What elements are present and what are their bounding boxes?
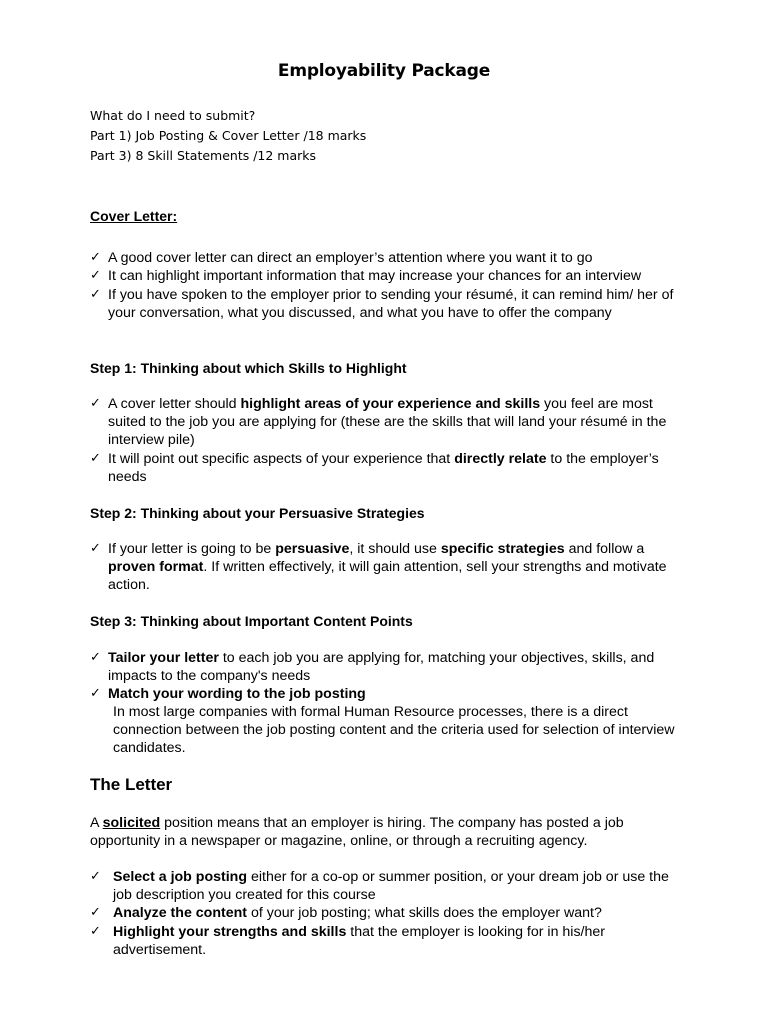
list-item-text: A good cover letter can direct an employer’s attention where you want it to go [108,250,593,266]
checkmark-icon: ✓ [90,924,101,939]
checkmark-icon: ✓ [90,869,101,884]
step3-heading: Step 3: Thinking about Important Content Points [90,613,413,629]
list-item [90,904,690,922]
list-item-text: If you have spoken to the employer prior to sending your résumé, it can remind him/ her of your conversation, what you discussed, and what you have to offer the company [108,287,674,322]
checkmark-icon: ✓ [90,905,101,920]
cover-letter-heading: Cover Letter: [90,208,178,224]
intro-line: What do I need to submit? [90,108,256,123]
list-item [90,286,690,322]
list-item-text: Match your wording to the job posting [108,686,366,702]
list-item-text: Tailor your letter to each job you are applying for, matching your objectives, skills, and impacts to the company's needs [108,650,655,685]
list-item [90,685,690,703]
list-item-text: It will point out specific aspects of your experience that directly relate to the employer’s needs [108,451,659,486]
list-item-text: Analyze the content of your job posting; what skills does the employer want? [113,905,602,921]
list-item [90,267,690,285]
intro-line: Part 3) 8 Skill Statements /12 marks [90,148,317,163]
checkmark-icon: ✓ [90,250,101,265]
checkmark-icon: ✓ [90,686,101,701]
list-item-text: Select a job posting either for a co-op or summer position, or your dream job or use the job description you created for this course [113,869,669,904]
list-item [90,249,690,267]
wording-detail: In most large companies with formal Human Resource processes, there is a direct connection between the job posting content and the criteria used for selection of interview candidates. [113,704,675,757]
checkmark-icon: ✓ [90,541,101,556]
list-item [90,923,690,959]
list-item [90,395,690,450]
checkmark-icon: ✓ [90,650,101,665]
step2-heading: Step 2: Thinking about your Persuasive Strategies [90,505,425,521]
list-item [90,649,690,685]
checkmark-icon: ✓ [90,451,101,466]
checkmark-icon: ✓ [90,268,101,283]
list-item [90,540,690,595]
list-item [90,868,690,904]
list-item [90,450,690,486]
list-item-text: A cover letter should highlight areas of your experience and skills you feel are most suited to the job you are applying for (these are the skills that will land your résumé in the interview pile) [108,396,667,449]
intro-line: Part 1) Job Posting & Cover Letter /18 marks [90,128,367,143]
list-item-text: It can highlight important information that may increase your chances for an interview [108,268,642,284]
submission-intro [90,106,366,166]
list-item-text: If your letter is going to be persuasive, it should use specific strategies and follow a proven format. If written effectively, it will gain attention, sell your strengths and motivate action. [108,541,667,594]
letter-heading: The Letter [90,775,173,794]
checkmark-icon: ✓ [90,287,101,302]
step1-heading: Step 1: Thinking about which Skills to Highlight [90,360,407,376]
checkmark-icon: ✓ [90,396,101,411]
solicited-paragraph: A solicited position means that an employer is hiring. The company has posted a job opportunity in a newspaper or magazine, online, or through a recruiting agency. [90,815,624,850]
page-title: Employability Package [277,61,491,81]
list-item-text: Highlight your strengths and skills that the employer is looking for in his/her advertisement. [113,924,606,959]
